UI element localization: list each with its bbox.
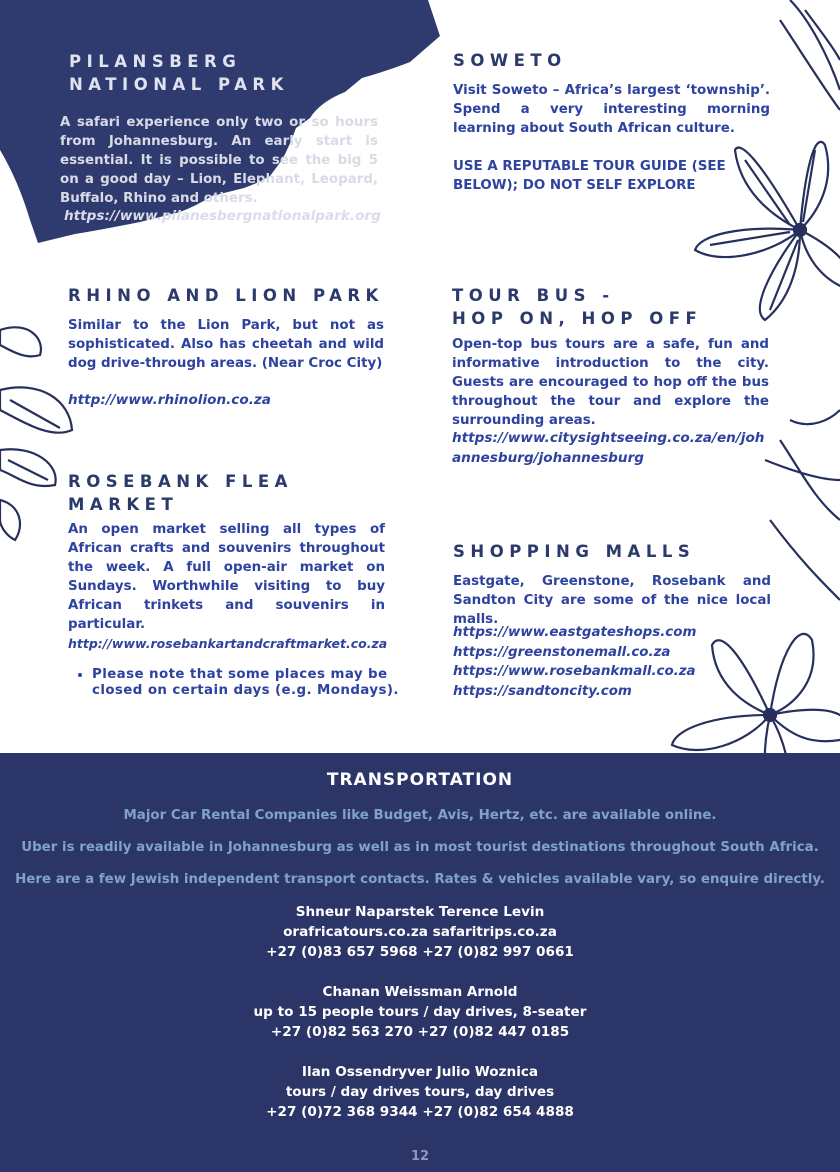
tour-bus-title-line1: TOUR BUS -: [452, 286, 615, 305]
shopping-malls-title: [453, 540, 695, 563]
rosebank-title-line2: MARKET: [68, 495, 179, 514]
rhino-lion-title: [68, 284, 384, 307]
page-number: 12: [410, 1149, 430, 1164]
transport-contact-3: [0, 1062, 840, 1122]
shopping-malls-title-text: SHOPPING MALLS: [453, 542, 696, 561]
tour-bus-title-line2: HOP ON, HOP OFF: [452, 309, 703, 328]
transportation-title: TRANSPORTATION: [326, 770, 514, 790]
contact-2-details: up to 15 people tours / day drives, 8-seater: [253, 1004, 587, 1020]
contact-3-names: Ilan Ossendryver Julio Woznica: [301, 1064, 539, 1080]
contact-1-names: Shneur Naparstek Terence Levin: [295, 904, 545, 920]
uber-text: Uber is readily available in Johannesburg as well as in most tourist destinations throughout South Africa.: [21, 840, 819, 855]
rosebank-description: An open market selling all types of African crafts and souvenirs throughout the week. A full open-air market on Sundays. Worthwhile visiting to buy African trinkets and souvenirs in particular.: [68, 522, 385, 632]
shopping-malls-description: Eastgate, Greenstone, Rosebank and Sandton City are some of the nice local malls.: [453, 574, 771, 627]
transport-contact-2: [0, 982, 840, 1042]
contact-1-details: orafricatours.co.za safaritrips.co.za: [283, 924, 557, 940]
mall-link-eastgate[interactable]: https://www.eastgateshops.com: [453, 625, 697, 640]
closure-note: • Please note that some places may be closed on certain days (e.g. Mondays).: [92, 667, 412, 699]
contact-3-phones: +27 (0)72 368 9344 +27 (0)82 654 4888: [266, 1104, 574, 1120]
soweto-description: Visit Soweto – Africa’s largest ‘township’. Spend a very interesting morning learning about South African culture.: [453, 83, 770, 136]
car-rental-text: Major Car Rental Companies like Budget, Avis, Hertz, etc. are available online.: [123, 808, 717, 823]
closure-note-list: [74, 667, 412, 699]
transport-contacts-intro: Here are a few Jewish independent transport contacts. Rates & vehicles available vary, so enquire directly.: [15, 872, 825, 887]
soweto-title: [453, 49, 567, 72]
soweto-warning: USE A REPUTABLE TOUR GUIDE (SEE BELOW); DO NOT SELF EXPLORE: [453, 159, 726, 193]
tour-bus-link[interactable]: https://www.citysightseeing.co.za/en/johannesburg/johannesburg: [452, 430, 765, 466]
flower-decoration-left: [0, 327, 72, 540]
transportation-section: [0, 753, 840, 1172]
rhino-lion-link[interactable]: http://www.rhinolion.co.za: [68, 392, 271, 408]
contact-2-names: Chanan Weissman Arnold: [322, 984, 518, 1000]
rosebank-title-line1: ROSEBANK FLEA: [68, 472, 293, 491]
rhino-lion-title-text: RHINO AND LION PARK: [68, 286, 384, 305]
contact-2-phones: +27 (0)82 563 270 +27 (0)82 447 0185: [270, 1024, 570, 1040]
rhino-lion-description: Similar to the Lion Park, but not as sophisticated. Also has cheetah and wild dog drive-through areas. (Near Croc City): [68, 318, 384, 371]
tour-bus-description: Open-top bus tours are a safe, fun and informative introduction to the city. Guests are encouraged to hop off the bus throughout the tour and explore the surrounding areas.: [452, 337, 769, 428]
pilansberg-title-line1: PILANSBERG: [69, 52, 242, 71]
mall-links: [453, 623, 773, 701]
tour-bus-title: [452, 284, 702, 330]
pilansberg-title-line2: NATIONAL PARK: [69, 75, 289, 94]
mall-link-greenstone[interactable]: https://greenstonemall.co.za: [453, 644, 671, 660]
pilansberg-title: [69, 50, 289, 96]
transport-contact-1: [0, 902, 840, 962]
rosebank-title: [68, 470, 293, 516]
rosebank-link[interactable]: http://www.rosebankartandcraftmarket.co.za: [68, 636, 388, 651]
pilansberg-description: A safari experience only two or so hours from Johannesburg. An early start is essential. It is possible to see the big 5 on a good day – Lion, Elephant, Leopard, Buffalo, Rhino and others.: [60, 115, 378, 206]
contact-3-details: tours / day drives tours, day drives: [285, 1084, 555, 1100]
pilansberg-link[interactable]: https://www.pilanesbergnationalpark.org: [64, 208, 381, 224]
mall-link-rosebank[interactable]: https://www.rosebankmall.co.za: [453, 664, 696, 680]
contact-1-phones: +27 (0)83 657 5968 +27 (0)82 997 0661: [266, 944, 574, 960]
soweto-title-text: SOWETO: [453, 51, 567, 70]
mall-link-sandton[interactable]: https://sandtoncity.com: [453, 683, 632, 699]
